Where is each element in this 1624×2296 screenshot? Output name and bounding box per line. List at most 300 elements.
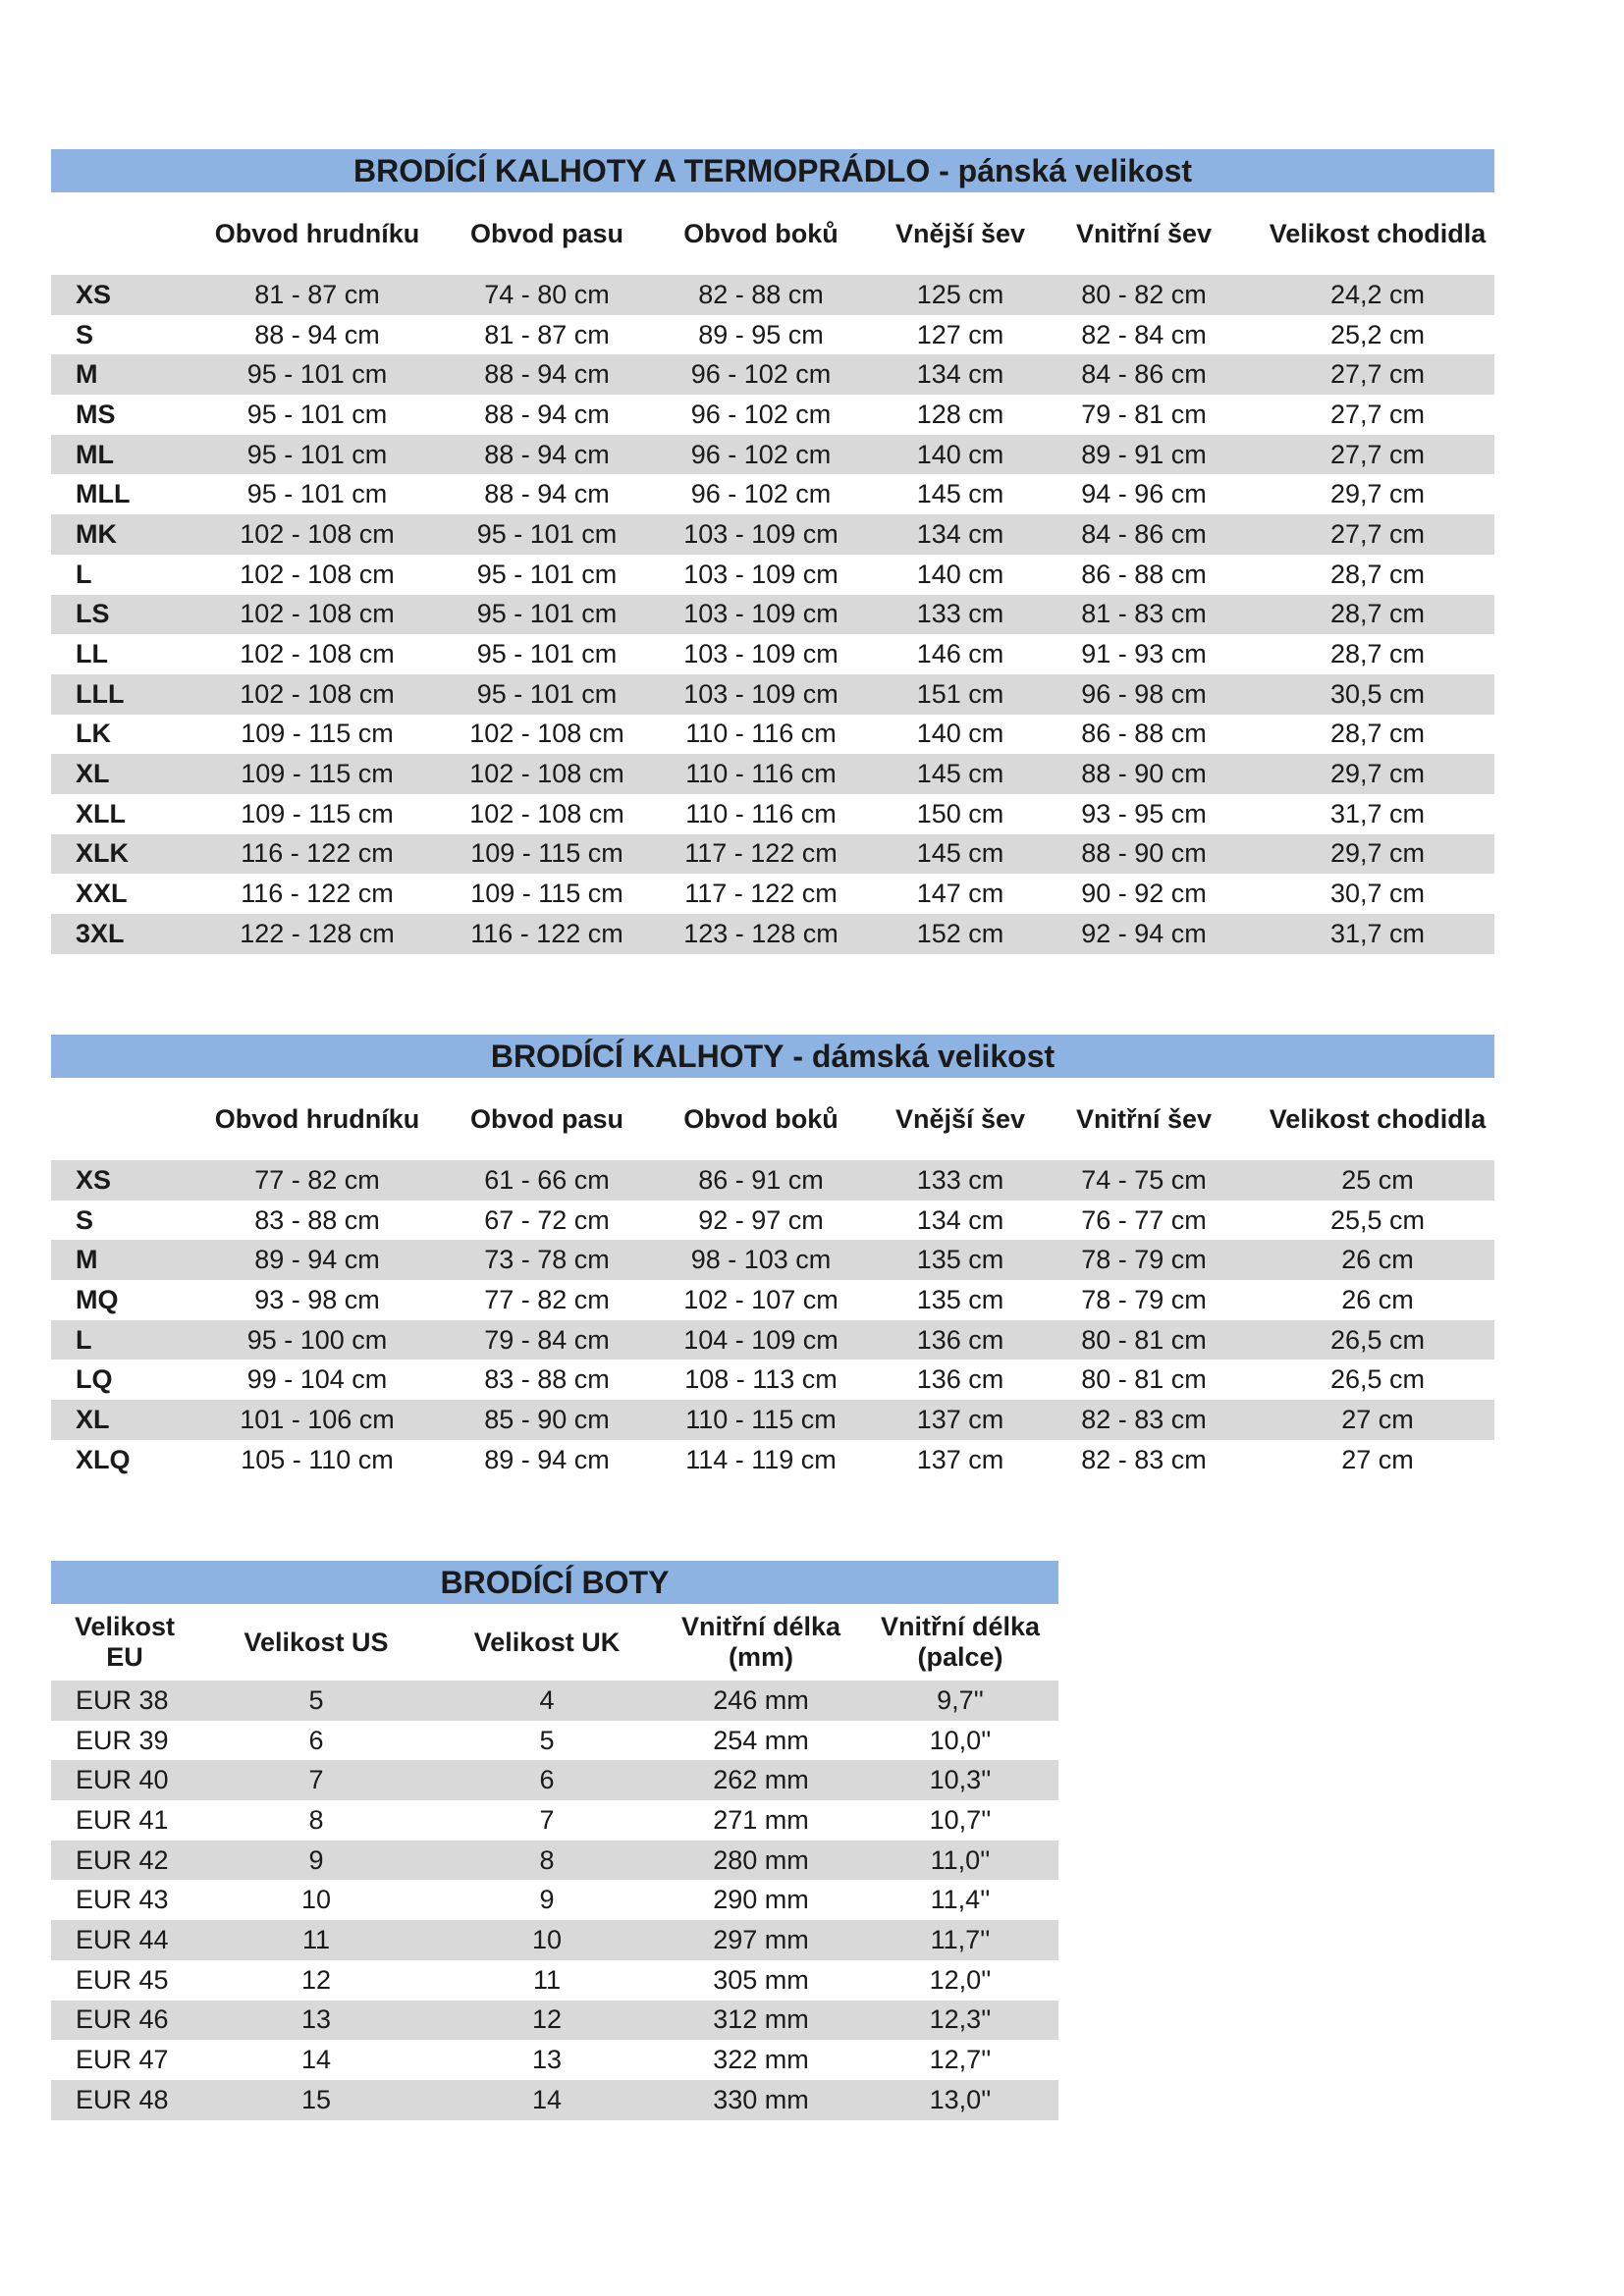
cell-waist: 77 - 82 cm [484,1284,610,1314]
cell-inseam: 88 - 90 cm [1027,834,1261,875]
table-row [51,634,1494,674]
table-row [51,1841,1058,1881]
men-header-size [51,192,169,275]
cell-outseam: 152 cm [893,914,1027,954]
cell-chest: 109 - 115 cm [241,719,394,749]
table-row [51,1400,1494,1440]
cell-uk-size: 9 [539,1885,555,1915]
cell-size: LS [51,595,169,635]
cell-foot: 30,7 cm [1329,879,1426,909]
table-row [51,2080,1058,2120]
cell-eu-size: EUR 48 [51,2080,198,2120]
cell-size: M [51,354,169,395]
men-size-table [51,192,1494,954]
cell-eu-size: EUR 41 [76,1804,169,1835]
boots-header-line: Velikost UK [473,1627,621,1657]
cell-size: MK [51,514,169,555]
cell-inseam: 84 - 86 cm [1027,514,1261,555]
men-title-sep: - [930,152,958,188]
cell-inseam: 80 - 81 cm [1027,1320,1261,1361]
cell-waist: 102 - 108 cm [465,754,628,794]
cell-size: L [51,1320,169,1361]
cell-uk-size: 5 [539,1725,555,1755]
cell-foot: 25,5 cm [1329,1204,1426,1235]
cell-chest: 116 - 122 cm [169,834,465,875]
men-header-row [51,192,1494,275]
cell-waist: 67 - 72 cm [484,1204,610,1235]
boots-header-inner-length-in [862,1604,1058,1681]
cell-foot: 27,7 cm [1261,354,1494,395]
cell-size: L [76,559,92,589]
cell-outseam: 137 cm [893,1400,1027,1440]
cell-outseam: 128 cm [916,399,1004,429]
cell-uk-size: 13 [531,2045,563,2075]
cell-hips: 98 - 103 cm [628,1240,893,1280]
cell-chest: 109 - 115 cm [241,798,394,828]
women-title-sep: - [784,1038,812,1074]
boots-header-uk-size [434,1604,660,1681]
cell-hips: 96 - 102 cm [690,399,832,429]
cell-size: MQ [76,1284,119,1314]
table-row [51,2040,1058,2080]
men-size-section [51,149,1494,954]
cell-inseam: 86 - 88 cm [1081,719,1207,749]
men-header-foot: Velikost chodidla [1269,218,1487,248]
cell-chest: 93 - 98 cm [254,1284,380,1314]
cell-size: LLL [51,674,169,715]
cell-inner-length-in: 11,7'' [862,1920,1058,1960]
cell-foot: 28,7 cm [1261,595,1494,635]
cell-outseam: 127 cm [916,319,1004,349]
cell-inseam: 91 - 93 cm [1081,639,1207,669]
cell-chest: 122 - 128 cm [169,914,465,954]
cell-uk-size: 12 [434,2001,660,2041]
women-title-sub: dámská velikost [811,1038,1056,1074]
table-row [51,834,1494,875]
women-header-inseam: Vnitřní šev [1075,1103,1213,1134]
cell-size: LQ [76,1364,113,1395]
cell-eu-size: EUR 42 [51,1841,198,1881]
table-row [51,1960,1058,2001]
cell-inseam: 92 - 94 cm [1027,914,1261,954]
cell-inseam: 82 - 83 cm [1081,1444,1207,1474]
cell-size: S [76,1204,94,1235]
table-row [51,1201,1494,1241]
cell-eu-size: EUR 46 [51,2001,198,2041]
cell-inseam: 78 - 79 cm [1081,1284,1207,1314]
cell-outseam: 146 cm [916,639,1004,669]
boots-header-eu-size [51,1604,198,1681]
cell-inseam: 90 - 92 cm [1081,879,1207,909]
cell-hips: 123 - 128 cm [628,914,893,954]
cell-size: ML [51,435,169,475]
cell-inner-length-in: 12,3'' [862,2001,1058,2041]
cell-foot: 25 cm [1261,1160,1494,1201]
cell-eu-size: EUR 43 [76,1885,169,1915]
men-header-outseam: Vnější šev [894,218,1026,248]
cell-outseam: 145 cm [916,479,1004,509]
cell-inner-length-in: 11,0'' [862,1841,1058,1881]
table-row [51,275,1494,315]
table-row [51,874,1494,914]
cell-outseam: 140 cm [916,559,1004,589]
cell-hips: 114 - 119 cm [685,1444,837,1474]
cell-waist: 88 - 94 cm [465,435,628,475]
table-row [51,514,1494,555]
cell-waist: 79 - 84 cm [465,1320,628,1361]
cell-foot: 26,5 cm [1261,1320,1494,1361]
cell-chest: 95 - 101 cm [246,479,388,509]
cell-hips: 103 - 109 cm [683,559,839,589]
cell-eu-size: EUR 45 [76,1964,169,1995]
cell-hips: 110 - 115 cm [628,1400,893,1440]
cell-waist: 81 - 87 cm [484,319,610,349]
cell-outseam: 125 cm [893,275,1027,315]
cell-chest: 88 - 94 cm [254,319,380,349]
women-title-main: BRODÍCÍ KALHOTY [490,1038,785,1074]
cell-outseam: 140 cm [893,435,1027,475]
cell-inseam: 89 - 91 cm [1027,435,1261,475]
cell-chest: 102 - 108 cm [240,559,395,589]
cell-waist: 95 - 101 cm [465,595,628,635]
cell-foot: 25,2 cm [1329,319,1426,349]
cell-chest: 99 - 104 cm [246,1364,388,1395]
cell-chest: 101 - 106 cm [169,1400,465,1440]
cell-inner-length-mm: 246 mm [660,1681,862,1721]
cell-chest: 102 - 108 cm [169,674,465,715]
cell-foot: 24,2 cm [1261,275,1494,315]
cell-eu-size: EUR 40 [51,1760,198,1800]
cell-inseam: 93 - 95 cm [1081,798,1207,828]
cell-chest: 102 - 108 cm [169,514,465,555]
cell-uk-size: 11 [532,1964,562,1995]
cell-inseam: 74 - 75 cm [1027,1160,1261,1201]
table-row [51,595,1494,635]
cell-hips: 110 - 116 cm [685,719,837,749]
cell-hips: 82 - 88 cm [628,275,893,315]
cell-inseam: 88 - 90 cm [1027,754,1261,794]
cell-hips: 117 - 122 cm [684,879,838,909]
table-row [51,1160,1494,1201]
boots-header-line: (mm) [729,1642,793,1672]
cell-chest: 81 - 87 cm [169,275,465,315]
cell-foot: 28,7 cm [1329,559,1426,589]
cell-inner-length-mm: 330 mm [660,2080,862,2120]
cell-size: XL [51,754,169,794]
table-row [51,435,1494,475]
table-row [51,315,1494,355]
cell-outseam: 140 cm [916,719,1004,749]
cell-outseam: 147 cm [916,879,1004,909]
cell-size: XS [51,1160,169,1201]
cell-foot: 31,7 cm [1329,798,1426,828]
cell-outseam: 133 cm [893,1160,1027,1201]
men-header-hips: Obvod boků [683,218,839,248]
cell-waist: 83 - 88 cm [484,1364,610,1395]
cell-size: XLQ [76,1444,131,1474]
cell-hips: 110 - 116 cm [628,754,893,794]
cell-hips: 96 - 102 cm [690,479,832,509]
cell-uk-size: 6 [434,1760,660,1800]
cell-inner-length-mm: 322 mm [713,2045,809,2075]
table-row [51,1920,1058,1960]
cell-inseam: 79 - 81 cm [1081,399,1207,429]
cell-inseam: 78 - 79 cm [1027,1240,1261,1280]
cell-foot: 31,7 cm [1261,914,1494,954]
cell-inseam: 96 - 98 cm [1027,674,1261,715]
cell-waist: 74 - 80 cm [465,275,628,315]
cell-hips: 96 - 102 cm [628,354,893,395]
cell-outseam: 145 cm [893,834,1027,875]
women-header-size [51,1078,169,1160]
cell-inseam: 86 - 88 cm [1081,559,1207,589]
cell-chest: 77 - 82 cm [169,1160,465,1201]
cell-outseam: 135 cm [916,1284,1004,1314]
cell-hips: 92 - 97 cm [698,1204,824,1235]
table-row [51,555,1494,595]
cell-size: XLL [76,798,126,828]
boots-size-table [51,1604,1058,2120]
cell-inseam: 94 - 96 cm [1081,479,1207,509]
cell-waist: 102 - 108 cm [469,798,624,828]
cell-hips: 104 - 109 cm [628,1320,893,1361]
cell-uk-size: 10 [434,1920,660,1960]
cell-outseam: 151 cm [893,674,1027,715]
cell-hips: 89 - 95 cm [698,319,824,349]
table-row [51,1880,1058,1920]
table-row [51,2001,1058,2041]
cell-us-size: 12 [300,1964,332,1995]
cell-foot: 29,7 cm [1329,479,1426,509]
cell-chest: 95 - 101 cm [246,399,388,429]
cell-inseam: 76 - 77 cm [1081,1204,1207,1235]
table-row [51,1760,1058,1800]
cell-foot: 27,7 cm [1261,514,1494,555]
boots-header-line: EU [106,1642,143,1672]
cell-foot: 27 cm [1341,1444,1414,1474]
table-row [51,914,1494,954]
cell-inner-length-in: 9,7'' [862,1681,1058,1721]
cell-inseam: 80 - 81 cm [1081,1364,1207,1395]
women-header-outseam: Vnější šev [894,1103,1026,1134]
men-header-waist: Obvod pasu [469,218,623,248]
cell-chest: 89 - 94 cm [169,1240,465,1280]
cell-chest: 95 - 100 cm [169,1320,465,1361]
cell-inner-length-in: 12,7'' [929,2045,992,2075]
cell-size: 3XL [51,914,169,954]
cell-inner-length-in: 13,0'' [862,2080,1058,2120]
cell-chest: 102 - 108 cm [169,595,465,635]
cell-waist: 73 - 78 cm [465,1240,628,1280]
cell-outseam: 134 cm [893,514,1027,555]
cell-eu-size: EUR 44 [51,1920,198,1960]
table-row [51,395,1494,435]
cell-hips: 102 - 107 cm [683,1284,839,1314]
cell-inseam: 80 - 82 cm [1027,275,1261,315]
cell-foot: 29,7 cm [1261,834,1494,875]
boots-header-line: (palce) [917,1642,1003,1672]
cell-outseam: 145 cm [893,754,1027,794]
cell-waist: 116 - 122 cm [465,914,628,954]
men-header-chest: Obvod hrudníku [214,218,420,248]
cell-hips: 103 - 109 cm [628,514,893,555]
table-row [51,754,1494,794]
cell-size: M [51,1240,169,1280]
cell-eu-size: EUR 38 [51,1681,198,1721]
women-header-row [51,1078,1494,1160]
cell-inner-length-in: 10,3'' [862,1760,1058,1800]
cell-foot: 29,7 cm [1261,754,1494,794]
cell-uk-size: 14 [434,2080,660,2120]
cell-hips: 103 - 109 cm [683,639,839,669]
cell-inner-length-in: 10,7'' [929,1804,992,1835]
men-title-main: BRODÍCÍ KALHOTY A TERMOPRÁDLO [352,152,931,188]
cell-hips: 103 - 109 cm [628,595,893,635]
boots-header-line: Vnitřní délka [880,1612,1041,1641]
cell-us-size: 11 [198,1920,434,1960]
cell-size: XS [51,275,169,315]
cell-uk-size: 4 [434,1681,660,1721]
cell-inseam: 81 - 83 cm [1027,595,1261,635]
cell-us-size: 15 [198,2080,434,2120]
cell-eu-size: EUR 39 [76,1725,169,1755]
cell-chest: 109 - 115 cm [169,754,465,794]
men-title-sub: pánská velikost [957,152,1193,188]
boots-header-line: Velikost [74,1612,176,1641]
cell-chest: 95 - 101 cm [169,435,465,475]
table-row [51,794,1494,834]
men-header-inseam: Vnitřní šev [1075,218,1213,248]
table-row [51,1360,1494,1400]
cell-size: XLK [51,834,169,875]
cell-us-size: 10 [300,1885,332,1915]
cell-waist: 88 - 94 cm [484,479,610,509]
cell-waist: 88 - 94 cm [465,354,628,395]
cell-waist: 85 - 90 cm [465,1400,628,1440]
cell-foot: 28,7 cm [1329,639,1426,669]
women-header-foot: Velikost chodidla [1269,1103,1487,1134]
cell-hips: 96 - 102 cm [628,435,893,475]
table-row [51,354,1494,395]
cell-foot: 27,7 cm [1261,435,1494,475]
cell-foot: 27 cm [1261,1400,1494,1440]
cell-chest: 116 - 122 cm [241,879,394,909]
cell-uk-size: 8 [434,1841,660,1881]
cell-chest: 83 - 88 cm [254,1204,380,1235]
boots-header-row [51,1604,1058,1681]
cell-outseam: 134 cm [893,354,1027,395]
table-row [51,1800,1058,1841]
cell-inner-length-in: 11,4'' [930,1885,991,1915]
cell-chest: 105 - 110 cm [241,1444,394,1474]
cell-us-size: 9 [198,1841,434,1881]
cell-waist: 88 - 94 cm [484,399,610,429]
cell-outseam: 133 cm [893,595,1027,635]
cell-inner-length-in: 12,0'' [929,1964,992,1995]
table-row [51,1681,1058,1721]
cell-size: LK [76,719,111,749]
cell-uk-size: 7 [539,1804,555,1835]
cell-eu-size: EUR 47 [76,2045,169,2075]
cell-foot: 26,5 cm [1329,1364,1426,1395]
boots-size-section [51,1561,1058,2120]
boots-header-line: Velikost US [244,1627,389,1657]
cell-hips: 117 - 122 cm [628,834,893,875]
women-size-section [51,1035,1494,1480]
cell-hips: 108 - 113 cm [684,1364,838,1395]
cell-size: MS [76,399,116,429]
cell-waist: 95 - 101 cm [465,674,628,715]
boots-header-us-size [198,1604,434,1681]
cell-us-size: 6 [308,1725,324,1755]
table-row [51,1721,1058,1761]
men-table-title [51,149,1494,192]
boots-title: BRODÍCÍ BOTY [440,1564,670,1600]
table-row [51,1440,1494,1480]
cell-us-size: 14 [300,2045,332,2075]
cell-foot: 27,7 cm [1329,399,1426,429]
cell-inner-length-mm: 290 mm [713,1885,809,1915]
cell-outseam: 136 cm [916,1364,1004,1395]
cell-inseam: 82 - 84 cm [1081,319,1207,349]
cell-waist: 95 - 101 cm [476,559,618,589]
cell-inner-length-mm: 271 mm [713,1804,809,1835]
cell-hips: 110 - 116 cm [685,798,837,828]
cell-inner-length-mm: 297 mm [660,1920,862,1960]
cell-size: MLL [76,479,131,509]
women-header-hips: Obvod boků [683,1103,839,1134]
cell-waist: 102 - 108 cm [469,719,624,749]
boots-table-title [51,1561,1058,1604]
cell-waist: 95 - 101 cm [476,639,618,669]
cell-foot: 30,5 cm [1261,674,1494,715]
cell-size: XL [51,1400,169,1440]
cell-size: S [76,319,94,349]
cell-outseam: 134 cm [916,1204,1004,1235]
cell-chest: 95 - 101 cm [169,354,465,395]
cell-waist: 89 - 94 cm [484,1444,610,1474]
cell-inseam: 84 - 86 cm [1027,354,1261,395]
table-row [51,474,1494,514]
cell-outseam: 150 cm [916,798,1004,828]
cell-foot: 28,7 cm [1329,719,1426,749]
cell-us-size: 7 [198,1760,434,1800]
cell-hips: 86 - 91 cm [628,1160,893,1201]
women-size-table [51,1078,1494,1480]
cell-size: XXL [76,879,128,909]
cell-size: LL [76,639,108,669]
table-row [51,1240,1494,1280]
table-row [51,1320,1494,1361]
cell-us-size: 5 [198,1681,434,1721]
cell-waist: 95 - 101 cm [465,514,628,555]
table-row [51,1280,1494,1320]
cell-inner-length-mm: 305 mm [713,1964,809,1995]
cell-foot: 26 cm [1261,1240,1494,1280]
cell-outseam: 137 cm [916,1444,1004,1474]
cell-outseam: 135 cm [893,1240,1027,1280]
boots-header-line: Vnitřní délka [680,1612,841,1641]
cell-inner-length-mm: 312 mm [660,2001,862,2041]
cell-waist: 109 - 115 cm [470,879,623,909]
cell-inner-length-in: 10,0'' [929,1725,992,1755]
table-row [51,715,1494,755]
cell-inner-length-mm: 254 mm [713,1725,809,1755]
cell-waist: 109 - 115 cm [465,834,628,875]
cell-hips: 103 - 109 cm [628,674,893,715]
cell-inner-length-mm: 262 mm [660,1760,862,1800]
cell-chest: 102 - 108 cm [240,639,395,669]
